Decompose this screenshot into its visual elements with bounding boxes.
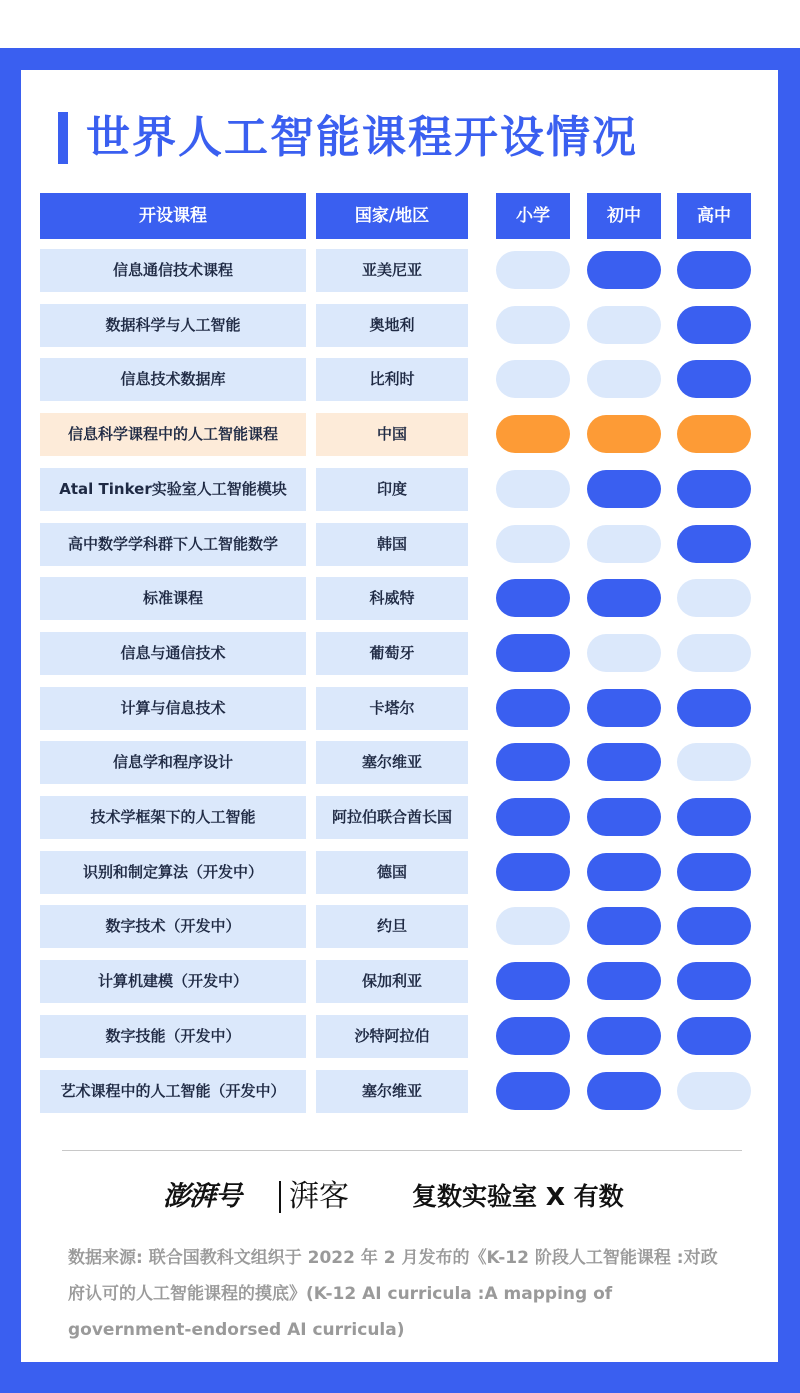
level-pill-primary-offered (496, 798, 570, 836)
logo-paike: 湃客 (289, 1179, 349, 1214)
level-pill-primary-not-offered (496, 907, 570, 945)
level-pill-middle-offered (587, 251, 661, 289)
level-pill-primary-offered (496, 1072, 570, 1110)
country-cell: 亚美尼亚 (316, 249, 468, 292)
course-cell: 信息科学课程中的人工智能课程 (40, 413, 306, 456)
course-cell: 数字技能（开发中） (40, 1015, 306, 1058)
logo-separator (279, 1181, 281, 1213)
level-pill-primary-offered (496, 743, 570, 781)
title-accent-bar (58, 112, 68, 164)
course-cell: 识别和制定算法（开发中） (40, 851, 306, 894)
level-pill-middle-offered (587, 579, 661, 617)
country-cell: 印度 (316, 468, 468, 511)
country-cell: 德国 (316, 851, 468, 894)
country-cell: 塞尔维亚 (316, 1070, 468, 1113)
level-pill-high-not-offered (677, 1072, 751, 1110)
level-pill-high-offered (677, 525, 751, 563)
course-cell: 计算与信息技术 (40, 687, 306, 730)
country-cell: 科威特 (316, 577, 468, 620)
level-pill-primary-not-offered (496, 525, 570, 563)
country-cell: 韩国 (316, 523, 468, 566)
header-primary: 小学 (496, 193, 570, 239)
level-pill-high-offered (677, 1017, 751, 1055)
page-title: 世界人工智能课程开设情况 (86, 112, 638, 163)
level-pill-primary-not-offered (496, 251, 570, 289)
level-pill-middle-not-offered (587, 360, 661, 398)
country-cell: 保加利亚 (316, 960, 468, 1003)
level-pill-middle-offered (587, 415, 661, 453)
country-cell: 沙特阿拉伯 (316, 1015, 468, 1058)
country-cell: 葡萄牙 (316, 632, 468, 675)
level-pill-middle-offered (587, 853, 661, 891)
course-cell: Atal Tinker实验室人工智能模块 (40, 468, 306, 511)
level-pill-middle-offered (587, 962, 661, 1000)
logo-pengpaihao: 澎湃号 (163, 1181, 241, 1212)
country-cell: 塞尔维亚 (316, 741, 468, 784)
course-cell: 信息学和程序设计 (40, 741, 306, 784)
course-cell: 信息技术数据库 (40, 358, 306, 401)
header-country: 国家/地区 (316, 193, 468, 239)
course-cell: 数据科学与人工智能 (40, 304, 306, 347)
level-pill-middle-not-offered (587, 306, 661, 344)
level-pill-high-not-offered (677, 743, 751, 781)
country-cell: 阿拉伯联合酋长国 (316, 796, 468, 839)
course-cell: 艺术课程中的人工智能（开发中） (40, 1070, 306, 1113)
level-pill-high-not-offered (677, 579, 751, 617)
level-pill-primary-offered (496, 1017, 570, 1055)
country-cell: 中国 (316, 413, 468, 456)
level-pill-high-offered (677, 962, 751, 1000)
level-pill-middle-offered (587, 798, 661, 836)
level-pill-high-offered (677, 853, 751, 891)
level-pill-middle-offered (587, 743, 661, 781)
country-cell: 奥地利 (316, 304, 468, 347)
course-cell: 信息与通信技术 (40, 632, 306, 675)
level-pill-primary-not-offered (496, 360, 570, 398)
course-cell: 信息通信技术课程 (40, 249, 306, 292)
level-pill-primary-not-offered (496, 306, 570, 344)
data-source-note: 数据来源: 联合国教科文组织于 2022 年 2 月发布的《K-12 阶段人工智能课程 :对政府认可的人工智能课程的摸底》(K-12 AI curricula :A mapping of government-endorsed AI curricula) (68, 1248, 718, 1340)
level-pill-middle-not-offered (587, 525, 661, 563)
level-pill-middle-offered (587, 907, 661, 945)
level-pill-high-offered (677, 689, 751, 727)
level-pill-high-offered (677, 798, 751, 836)
country-cell: 比利时 (316, 358, 468, 401)
country-cell: 约旦 (316, 905, 468, 948)
course-cell: 高中数学学科群下人工智能数学 (40, 523, 306, 566)
level-pill-primary-not-offered (496, 470, 570, 508)
header-high: 高中 (677, 193, 751, 239)
level-pill-middle-offered (587, 689, 661, 727)
level-pill-high-offered (677, 306, 751, 344)
level-pill-primary-offered (496, 962, 570, 1000)
level-pill-middle-not-offered (587, 634, 661, 672)
header-middle: 初中 (587, 193, 661, 239)
course-cell: 数字技术（开发中） (40, 905, 306, 948)
header-course: 开设课程 (40, 193, 306, 239)
level-pill-high-offered (677, 907, 751, 945)
level-pill-middle-offered (587, 1017, 661, 1055)
level-pill-primary-offered (496, 634, 570, 672)
course-cell: 标准课程 (40, 577, 306, 620)
logo-fushu-lab: 复数实验室 X 有数 (412, 1182, 624, 1211)
level-pill-high-offered (677, 360, 751, 398)
level-pill-middle-offered (587, 470, 661, 508)
course-cell: 技术学框架下的人工智能 (40, 796, 306, 839)
level-pill-primary-offered (496, 689, 570, 727)
level-pill-primary-offered (496, 415, 570, 453)
course-cell: 计算机建模（开发中） (40, 960, 306, 1003)
level-pill-high-offered (677, 470, 751, 508)
level-pill-high-not-offered (677, 634, 751, 672)
level-pill-middle-offered (587, 1072, 661, 1110)
level-pill-primary-offered (496, 579, 570, 617)
footer-divider (62, 1150, 742, 1151)
country-cell: 卡塔尔 (316, 687, 468, 730)
level-pill-primary-offered (496, 853, 570, 891)
level-pill-high-offered (677, 415, 751, 453)
level-pill-high-offered (677, 251, 751, 289)
